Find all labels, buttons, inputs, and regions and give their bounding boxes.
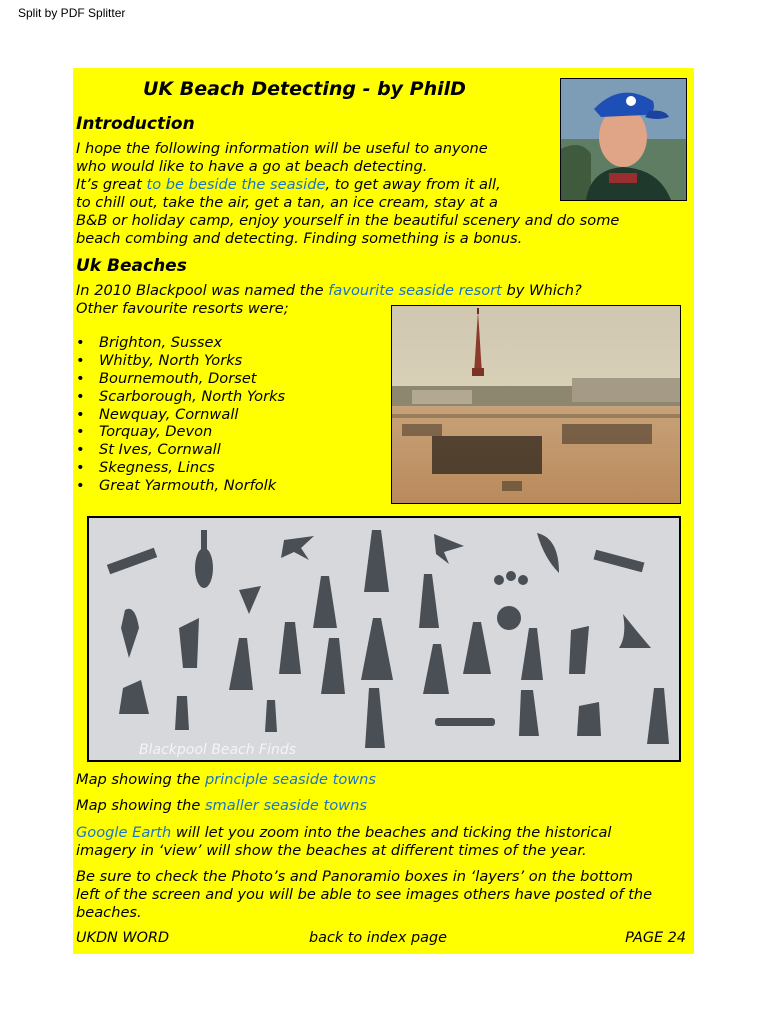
photos-line-1: Be sure to check the Photo’s and Panoramio boxes in ‘layers’ on the bottom <box>76 868 633 885</box>
map-line-2: Map showing the smaller seaside towns <box>76 797 367 814</box>
photos-line-2: left of the screen and you will be able to see images others have posted of the <box>76 886 653 903</box>
footer-left: UKDN WORD <box>76 930 170 946</box>
intro-line-2: who would like to have a go at beach detecting. <box>76 158 428 175</box>
list-item: • Great Yarmouth, Norfolk <box>76 477 285 495</box>
beside-seaside-link[interactable]: to be beside the seaside <box>146 176 326 193</box>
pdf-splitter-label: Split by PDF Splitter <box>18 6 126 20</box>
list-item: • Bournemouth, Dorset <box>76 370 285 388</box>
smaller-towns-link[interactable]: smaller seaside towns <box>204 797 367 814</box>
list-item: • Brighton, Sussex <box>76 334 285 352</box>
beaches-line-1: In 2010 Blackpool was named the favourite seaside resort by Which? <box>76 282 582 299</box>
list-item: • Torquay, Devon <box>76 423 285 441</box>
introduction-heading: Introduction <box>76 114 195 134</box>
finds-caption: Blackpool Beach Finds <box>139 742 297 758</box>
google-line-2: imagery in ‘view’ will show the beaches at different times of the year. <box>76 842 587 859</box>
intro-line-6: beach combing and detecting. Finding something is a bonus. <box>76 230 523 247</box>
list-item: • Whitby, North Yorks <box>76 352 285 370</box>
beach-finds-photo <box>87 516 681 762</box>
uk-beaches-heading: Uk Beaches <box>76 256 187 276</box>
list-item: • Scarborough, North Yorks <box>76 388 285 406</box>
beaches-line-2: Other favourite resorts were; <box>76 300 289 317</box>
page-number: PAGE 24 <box>625 930 686 946</box>
list-item: • Newquay, Cornwall <box>76 406 285 424</box>
map-line-1: Map showing the principle seaside towns <box>76 771 377 788</box>
blackpool-tower-photo <box>391 305 681 504</box>
google-line-1: Google Earth will let you zoom into the beaches and ticking the historical <box>76 824 612 841</box>
list-item: • Skegness, Lincs <box>76 459 285 477</box>
document-page <box>73 68 694 954</box>
page-title: UK Beach Detecting - by PhilD <box>143 78 466 100</box>
resort-list <box>76 334 285 495</box>
principle-towns-link[interactable]: principle seaside towns <box>204 771 377 788</box>
intro-line-1: I hope the following information will be useful to anyone <box>76 140 488 157</box>
google-earth-link[interactable]: Google Earth <box>76 824 172 841</box>
author-photo <box>560 78 687 201</box>
list-item: • St Ives, Cornwall <box>76 441 285 459</box>
intro-line-4: to chill out, take the air, get a tan, an ice cream, stay at a <box>76 194 498 211</box>
intro-line-3: It’s great to be beside the seaside, to get away from it all, <box>76 176 501 193</box>
back-to-index-link[interactable]: back to index page <box>309 930 447 946</box>
photos-line-3: beaches. <box>76 904 142 921</box>
intro-line-5: B&B or holiday camp, enjoy yourself in the beautiful scenery and do some <box>76 212 620 229</box>
favourite-resort-link[interactable]: favourite seaside resort <box>328 282 502 299</box>
